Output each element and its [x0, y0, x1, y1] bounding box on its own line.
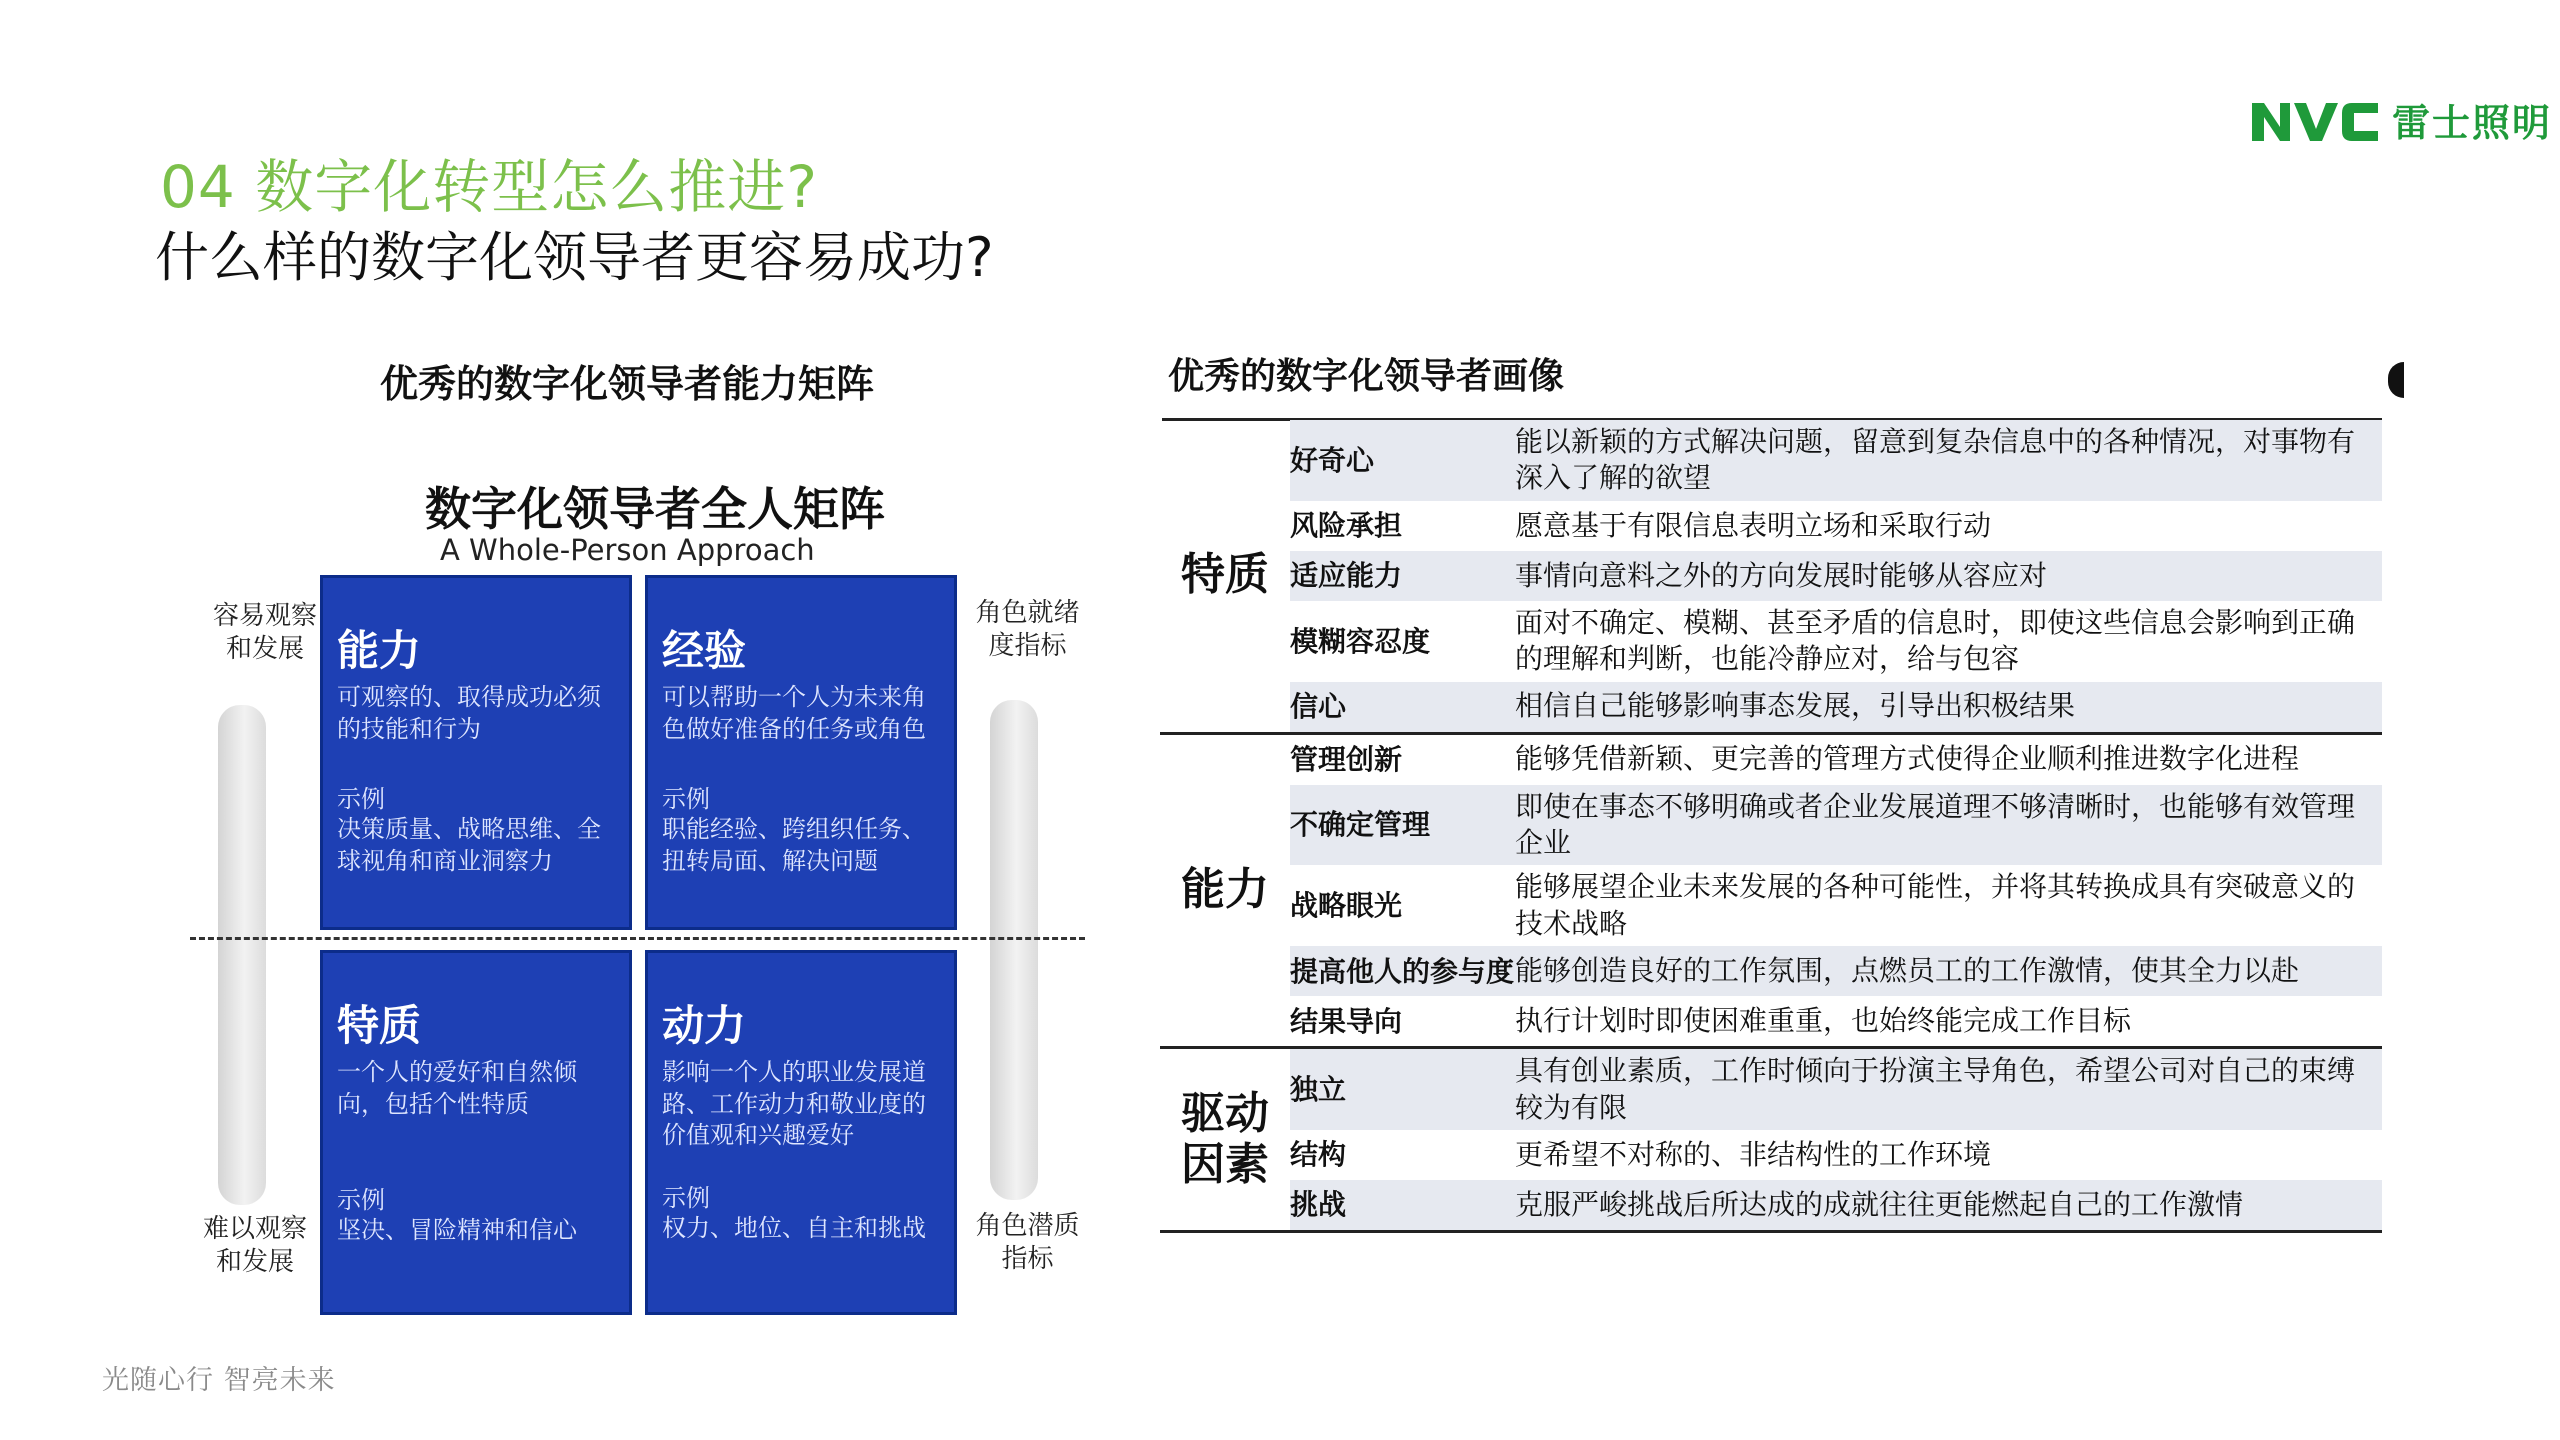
corner-mark-icon — [2388, 362, 2404, 398]
row-description: 能以新颖的方式解决问题，留意到复杂信息中的各种情况，对事物有深入了解的欲望 — [1515, 425, 2356, 495]
row-term: 管理创新 — [1290, 743, 1403, 777]
row-description: 执行计划时即使困难重重，也始终能完成工作目标 — [1515, 1003, 2132, 1037]
group-abilities — [1160, 735, 2382, 1050]
quadrant-traits — [320, 950, 632, 1315]
row-term: 信心 — [1290, 690, 1347, 724]
row-description: 事情向意料之外的方向发展时能够从容应对 — [1515, 558, 2048, 592]
matrix-divider — [190, 937, 1085, 940]
brand-logo — [2250, 92, 2552, 147]
quadrant-example: 权力、地位、自主和挑战 — [662, 1214, 926, 1243]
table-row — [1290, 601, 2382, 682]
row-description: 能够创造良好的工作氛围，点燃员工的工作激情，使其全力以赴 — [1515, 953, 2300, 987]
nvc-logo-icon — [2250, 97, 2382, 143]
row-term: 不确定管理 — [1290, 808, 1431, 842]
table-row — [1290, 501, 2382, 551]
table-row — [1290, 1049, 2382, 1130]
label-hard-to-observe: 难以观察 和发展 — [202, 1214, 307, 1277]
table-row — [1290, 1180, 2382, 1230]
group-label: 能力 — [1181, 864, 1269, 916]
table-row — [1290, 785, 2382, 866]
group-drivers — [1160, 1049, 2382, 1233]
matrix-panel-heading: 优秀的数字化领导者能力矩阵 — [380, 362, 875, 406]
row-description: 克服严峻挑战后所达成的成就往往更能燃起自己的工作激情 — [1515, 1187, 2244, 1221]
footer-slogan: 光随心行 智亮未来 — [102, 1365, 336, 1396]
row-description: 愿意基于有限信息表明立场和采取行动 — [1515, 508, 1992, 542]
table-row — [1290, 996, 2382, 1046]
group-traits — [1160, 420, 2382, 735]
row-description: 更希望不对称的、非结构性的工作环境 — [1515, 1137, 1992, 1171]
group-label: 驱动 因素 — [1181, 1087, 1269, 1190]
page-subtitle: 什么样的数字化领导者更容易成功? — [155, 226, 994, 289]
quadrant-title: 能力 — [337, 626, 422, 675]
row-term: 适应能力 — [1290, 559, 1403, 593]
quadrant-example: 职能经验、跨组织任务、扭转局面、解决问题 — [662, 815, 926, 876]
quadrant-experience — [645, 575, 957, 930]
section-title: 04 数字化转型怎么推进? — [160, 153, 819, 221]
profile-table — [1160, 420, 2382, 1233]
quadrant-example: 决策质量、战略思维、全球视角和商业洞察力 — [337, 815, 601, 876]
quadrant-title: 特质 — [337, 1001, 422, 1050]
leader-profile-panel — [1160, 340, 2410, 1320]
row-term: 模糊容忍度 — [1290, 624, 1431, 658]
profile-panel-heading: 优秀的数字化领导者画像 — [1168, 356, 1565, 397]
quadrant-description: 一个人的爱好和自然倾向，包括个性特质 — [337, 1058, 577, 1118]
quadrant-example-label: 示例 — [337, 1186, 385, 1215]
label-easy-to-observe: 容易观察 和发展 — [212, 601, 317, 664]
quadrant-example-label: 示例 — [337, 785, 385, 814]
label-role-readiness: 角色就绪 度指标 — [975, 598, 1080, 661]
right-axis-bar — [990, 700, 1038, 1200]
row-description: 能够展望企业未来发展的各种可能性，并将其转换成具有突破意义的技术战略 — [1515, 870, 2356, 940]
table-row — [1290, 1130, 2382, 1180]
quadrant-description: 影响一个人的职业发展道路、工作动力和敬业度的价值观和兴趣爱好 — [662, 1058, 926, 1150]
label-role-potential: 角色潜质 指标 — [975, 1211, 1080, 1274]
row-term: 独立 — [1290, 1073, 1347, 1107]
table-row — [1290, 946, 2382, 996]
row-description: 面对不确定、模糊、甚至矛盾的信息时，即使这些信息会影响到正确的理解和判断，也能冷静应对，给与包容 — [1515, 605, 2356, 676]
row-description: 能够凭借新颖、更完善的管理方式使得企业顺利推进数字化进程 — [1515, 742, 2300, 776]
row-description: 具有创业素质，工作时倾向于扮演主导角色，希望公司对自己的束缚较为有限 — [1515, 1054, 2356, 1124]
table-row — [1290, 420, 2382, 501]
table-row — [1290, 735, 2382, 785]
quadrant-example-label: 示例 — [662, 1184, 710, 1213]
brand-name: 雷士照明 — [2392, 101, 2553, 145]
row-term: 提高他人的参与度 — [1290, 954, 1515, 988]
row-term: 结构 — [1290, 1138, 1347, 1172]
quadrant-description: 可以帮助一个人为未来角色做好准备的任务或角色 — [662, 683, 926, 743]
group-label: 特质 — [1181, 549, 1269, 601]
quadrant-ability — [320, 575, 632, 930]
quadrant-drivers — [645, 950, 957, 1315]
row-term: 挑战 — [1290, 1188, 1347, 1222]
quadrant-description: 可观察的、取得成功必须的技能和行为 — [337, 683, 601, 743]
quadrant-example: 坚决、冒险精神和信心 — [337, 1216, 577, 1245]
table-row — [1290, 551, 2382, 601]
table-row — [1290, 682, 2382, 732]
matrix-title: 数字化领导者全人矩阵 — [425, 482, 885, 536]
row-term: 风险承担 — [1290, 509, 1403, 543]
row-description: 相信自己能够影响事态发展，引导出积极结果 — [1515, 689, 2076, 723]
row-term: 好奇心 — [1290, 443, 1375, 477]
quadrant-title: 动力 — [662, 1001, 747, 1050]
capability-matrix-panel — [180, 345, 1100, 1335]
quadrant-example-label: 示例 — [662, 785, 710, 814]
table-row — [1290, 865, 2382, 946]
left-axis-bar — [218, 705, 266, 1205]
row-term: 结果导向 — [1290, 1004, 1403, 1038]
row-term: 战略眼光 — [1290, 889, 1403, 923]
quadrant-title: 经验 — [662, 626, 747, 675]
matrix-subtitle: A Whole-Person Approach — [440, 533, 815, 567]
row-description: 即使在事态不够明确或者企业发展道理不够清晰时，也能够有效管理企业 — [1515, 789, 2356, 859]
